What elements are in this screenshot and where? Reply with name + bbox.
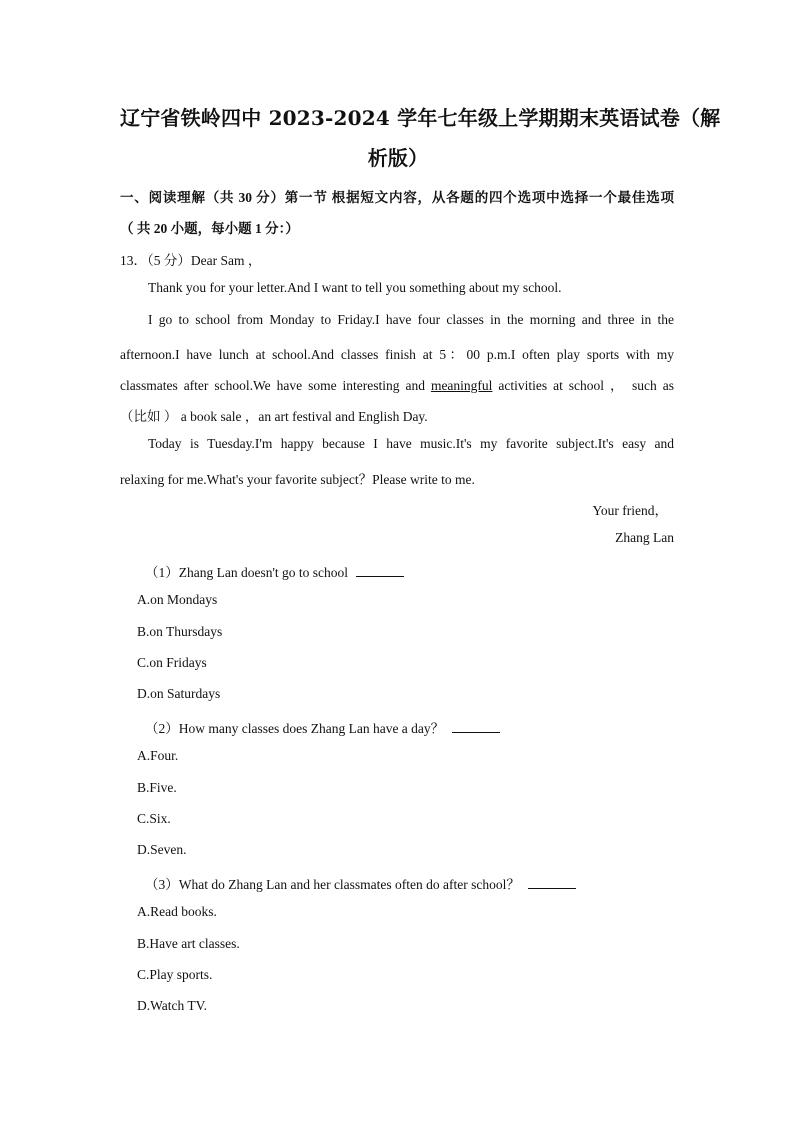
- question-1-option-d: D.on Saturdays: [137, 686, 221, 701]
- question-2-option-d: D.Seven.: [137, 842, 187, 857]
- question-3-option-c: C.Play sports.: [137, 967, 213, 982]
- question-text: （3）What do Zhang Lan and her classmates often do after school？: [145, 877, 520, 892]
- answer-blank: [356, 565, 404, 577]
- letter-paragraph-2-line-1: I go to school from Monday to Friday.I have four classes in the morning and three in the: [148, 312, 674, 327]
- question-1-stem: [145, 561, 645, 581]
- text-span: classmates after school.We have some interesting and: [120, 378, 431, 393]
- letter-paragraph-3-line-2: relaxing for me.What's your favorite subject？Please write to me.: [120, 472, 475, 487]
- question-text: （1）Zhang Lan doesn't go to school: [145, 565, 349, 580]
- question-text: （2）How many classes does Zhang Lan have a day？: [145, 721, 445, 736]
- underlined-word: meaningful: [430, 378, 493, 393]
- answer-blank: [452, 721, 500, 733]
- text-span: activities at school ， such as: [492, 378, 674, 393]
- letter-paragraph-1: Thank you for your letter.And I want to tell you something about my school.: [148, 280, 562, 295]
- letter-paragraph-2-line-3: [120, 374, 674, 394]
- letter-paragraph-2-line-4: （比如 ） a book sale ，an art festival and English Day.: [120, 409, 428, 424]
- letter-closing: Your friend，: [592, 503, 668, 518]
- question-3-option-a: A.Read books.: [137, 904, 217, 919]
- question-1-option-b: B.on Thursdays: [137, 624, 223, 639]
- question-3-option-b: B.Have art classes.: [137, 936, 240, 951]
- letter-signature: Zhang Lan: [615, 530, 674, 545]
- question-2-stem: [145, 717, 645, 737]
- section-heading-line-1: 一、阅读理解（共 30 分）第一节 根据短文内容，从各题的四个选项中选择一个最佳选项: [120, 190, 674, 205]
- section-heading-line-2: （ 共 20 小题，每小题 1 分：）: [120, 221, 299, 236]
- question-2-option-c: C.Six.: [137, 811, 171, 826]
- question-2-option-a: A.Four.: [137, 748, 179, 763]
- question-3-stem: [145, 873, 645, 893]
- page-title: [120, 98, 721, 178]
- letter-paragraph-2-line-2: afternoon.I have lunch at school.And classes finish at 5：00 p.m.I often play sports with my: [120, 347, 674, 362]
- question-3-option-d: D.Watch TV.: [137, 998, 208, 1013]
- title-line-1: 辽宁省铁岭四中 2023-2024 学年七年级上学期期末英语试卷（解: [120, 106, 721, 130]
- title-line-2: 析版）: [367, 146, 429, 170]
- answer-blank: [528, 877, 576, 889]
- question-1-option-a: A.on Mondays: [137, 592, 218, 607]
- letter-paragraph-3-line-1: Today is Tuesday.I'm happy because I have music.It's my favorite subject.It's easy and: [148, 436, 674, 451]
- question-2-option-b: B.Five.: [137, 780, 177, 795]
- question-1-option-c: C.on Fridays: [137, 655, 207, 670]
- question-header: 13．（5 分）Dear Sam ，: [120, 253, 262, 268]
